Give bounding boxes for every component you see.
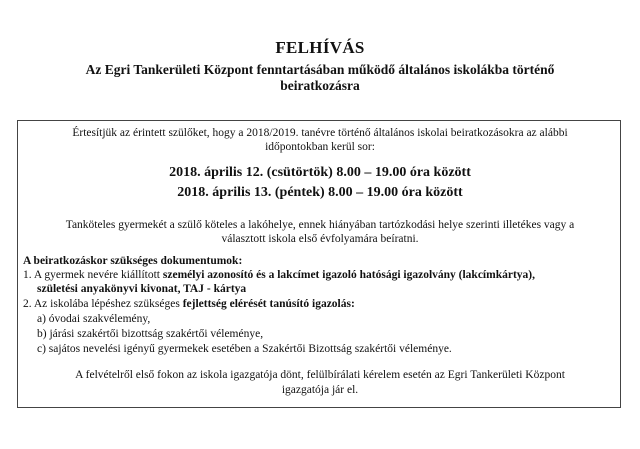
document-item-2 — [23, 298, 355, 311]
document-item-1-prefix: 1. A gyermek nevére kiállított — [23, 269, 163, 281]
document-sub-b: b) járási szakértői bizottság szakértői véleménye, — [37, 328, 264, 340]
document-sub-c: c) sajátos nevelési igényű gyermekek esetében a Szakértői Bizottság szakértői véleménye. — [37, 343, 452, 355]
obligation-line-2: választott iskola első évfolyamára beíratni. — [221, 233, 419, 245]
document-item-1 — [23, 269, 535, 282]
document-title: FELHÍVÁS — [275, 38, 365, 57]
date-1: 2018. április 12. (csütörtök) 8.00 – 19.00 óra között — [169, 165, 471, 180]
notice-box — [17, 120, 621, 408]
document-item-2-bold: fejlettség elérését tanúsító igazolás: — [182, 298, 355, 310]
intro-line-2: időpontokban kerül sor: — [265, 141, 375, 153]
document-item-2-prefix: 2. Az iskolába lépéshez szükséges — [23, 298, 183, 310]
admission-line-1: A felvételről első fokon az iskola igazgatója dönt, felülbírálati kérelem esetén az Egri Tankerületi Központ — [75, 369, 565, 381]
document-item-1-bold: személyi azonosító és a lakcímet igazoló hatósági igazolvány (lakcímkártya), — [162, 269, 535, 281]
documents-heading: A beiratkozáskor szükséges dokumentumok: — [23, 255, 243, 267]
obligation-line-1: Tanköteles gyermekét a szülő köteles a lakóhelye, ennek hiányában tartózkodási helye szerinti illetékes vagy a — [65, 219, 575, 231]
document-item-1-line-2: születési anyakönyvi kivonat, TAJ - kártya — [37, 283, 247, 295]
subtitle-line-1: Az Egri Tankerületi Központ fenntartásában működő általános iskolákba történő — [85, 62, 555, 77]
subtitle-line-2: beiratkozásra — [280, 78, 360, 93]
document-subtitle — [60, 62, 580, 94]
document-sub-a: a) óvodai szakvélemény, — [37, 313, 151, 325]
admission-line-2: igazgatója jár el. — [281, 384, 359, 396]
intro-line-1: Értesítjük az érintett szülőket, hogy a 2018/2019. tanévre történő általános iskolai beiratkozásokra az alábbi — [72, 127, 568, 139]
date-2: 2018. április 13. (péntek) 8.00 – 19.00 óra között — [177, 185, 463, 200]
